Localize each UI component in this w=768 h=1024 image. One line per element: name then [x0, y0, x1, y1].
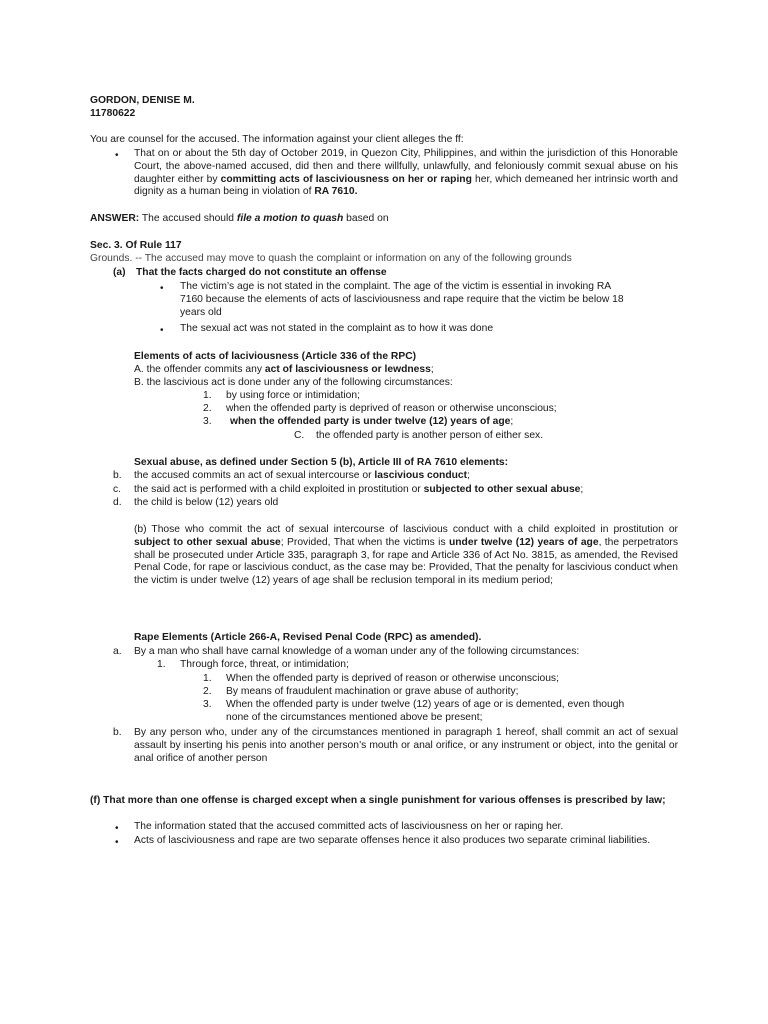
- list-letter: c.: [113, 484, 122, 495]
- intro-text: You are counsel for the accused. The information against your client alleges the ff:: [90, 134, 464, 145]
- bullet-icon: •: [160, 325, 164, 336]
- answer-line: ANSWER: The accused should file a motion to quash based on: [90, 213, 389, 224]
- rape-title: Rape Elements (Article 266-A, Revised Penal Code (RPC) as amended).: [134, 632, 482, 643]
- sexual-abuse-b: the accused commits an act of sexual intercourse or lascivious conduct;: [134, 470, 470, 481]
- rape-a-1: Through force, threat, or intimidation;: [180, 659, 349, 670]
- list-number: 1.: [203, 390, 212, 401]
- grounds-text: Grounds. -- The accused may move to quash the complaint or information on any of the following grounds: [90, 253, 572, 264]
- rape-sub1: When the offended party is deprived of reason or otherwise unconscious;: [226, 673, 559, 684]
- ground-f-title: (f) That more than one offense is charged except when a single punishment for various offenses is prescribed by law;: [90, 795, 666, 806]
- elements-b: B. the lascivious act is done under any of the following circumstances:: [134, 377, 453, 388]
- sexual-abuse-d: the child is below (12) years old: [134, 497, 279, 508]
- list-letter: d.: [113, 497, 122, 508]
- elements-item3: when the offended party is under twelve (12) years of age;: [230, 416, 514, 427]
- rape-b: By any person who, under any of the circumstances mentioned in paragraph 1 hereof, shall commit an act of sexual assault by inserting his penis into another person’s mouth or anal orifice, or any instrument or object, into the genital or anal orifice of another person: [134, 727, 678, 764]
- ground-a-bullet2: The sexual act was not stated in the complaint as to how it was done: [180, 323, 494, 334]
- sexual-abuse-c: the said act is performed with a child exploited in prostitution or subjected to other sexual abuse;: [134, 484, 584, 495]
- ground-a-bullet1-line3: years old: [180, 307, 222, 318]
- list-number: 3.: [203, 416, 212, 427]
- list-number: 3.: [203, 699, 212, 710]
- elements-item2: when the offended party is deprived of reason or otherwise unconscious;: [226, 403, 557, 414]
- list-letter: b.: [113, 727, 122, 738]
- bullet-icon: •: [115, 823, 119, 834]
- elements-a: A. the offender commits any act of lasciviousness or lewdness;: [134, 364, 434, 375]
- list-number: 1.: [157, 659, 166, 670]
- ground-a-bullet1-line2: 7160 because the elements of acts of lasciviousness and rape require that the victim be below 18: [180, 294, 624, 305]
- elements-item1: by using force or intimidation;: [226, 390, 360, 401]
- author-name: GORDON, DENISE M.: [90, 95, 195, 106]
- intro-bullet: That on or about the 5th day of October 2019, in Quezon City, Philippines, and within the jurisdiction of this Honorable Court, the above-named accused, did then and there willfully, unlawfully, and feloniously commit sexual abuse on his daughter either by committing acts of lasciviousness on her or raping her, which demeaned her intrinsic worth and dignity as a human being in violation of RA 7610.: [134, 148, 679, 198]
- ground-f-bullet1: The information stated that the accused committed acts of lasciviousness on her or raping her.: [134, 821, 564, 832]
- bullet-icon: •: [160, 283, 164, 294]
- rape-a: By a man who shall have carnal knowledge of a woman under any of the following circumstances:: [134, 646, 580, 657]
- rape-sub3-line1: When the offended party is under twelve (12) years of age or is demented, even though: [226, 699, 625, 710]
- list-letter: a.: [113, 646, 122, 657]
- sexual-abuse-title: Sexual abuse, as defined under Section 5 (b), Article III of RA 7610 elements:: [134, 457, 509, 468]
- sexual-abuse-quote: (b) Those who commit the act of sexual intercourse of lascivious conduct with a child exploited in prostitution or subject to other sexual abuse; Provided, That when the victims is under twelve (12) years of age, the perpetrators shall be prosecuted under Article 335, paragraph 3, for rape and Article 336 of Act No. 3815, as amended, the Revised Penal Code, for rape or lascivious conduct, as the case may be: Provided, That the penalty for lascivious conduct when the victim is under twelve (12) years of age shall be reclusion temporal in its medium period;: [134, 524, 679, 587]
- ground-a-title: That the facts charged do not constitute an offense: [136, 267, 387, 278]
- ground-a-bullet1-line1: The victim’s age is not stated in the complaint. The age of the victim is essential in invoking RA: [180, 281, 612, 292]
- bullet-icon: •: [115, 150, 119, 161]
- list-number: 2.: [203, 403, 212, 414]
- list-number: 1.: [203, 673, 212, 684]
- list-letter: b.: [113, 470, 122, 481]
- list-number: 2.: [203, 686, 212, 697]
- author-id: 11780622: [90, 108, 136, 119]
- ground-f-bullet2: Acts of lasciviousness and rape are two separate offenses hence it also produces two separate criminal liabilities.: [134, 835, 651, 846]
- ground-a-marker: (a): [113, 267, 126, 278]
- bullet-icon: •: [115, 837, 119, 848]
- section-title: Sec. 3. Of Rule 117: [90, 240, 182, 251]
- elements-title: Elements of acts of laciviousness (Article 336 of the RPC): [134, 351, 417, 362]
- list-number: C.: [294, 430, 305, 441]
- elements-item-c: the offended party is another person of either sex.: [316, 430, 544, 441]
- rape-sub2: By means of fraudulent machination or grave abuse of authority;: [226, 686, 519, 697]
- rape-sub3-line2: none of the circumstances mentioned above be present;: [226, 712, 483, 723]
